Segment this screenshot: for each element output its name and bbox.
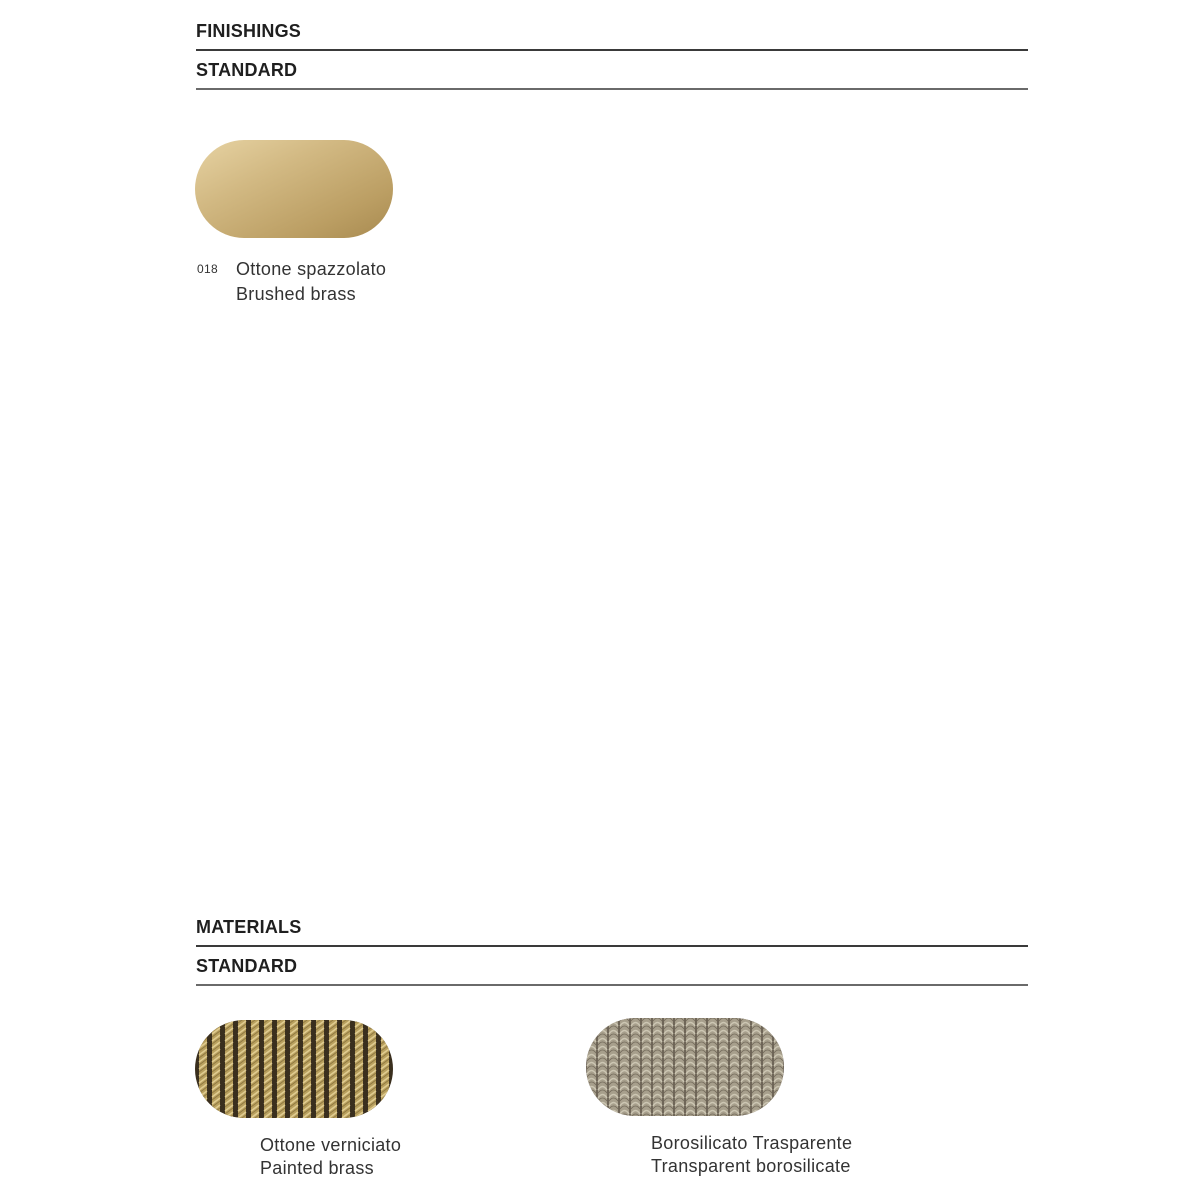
materials-subtitle-rule: [196, 984, 1028, 986]
finishings-subtitle-rule: [196, 88, 1028, 90]
material-2-name-en: Transparent borosilicate: [651, 1156, 851, 1176]
materials-title: MATERIALS: [196, 917, 302, 937]
material-1-name-en: Painted brass: [260, 1158, 374, 1178]
finish-code: 018: [197, 262, 218, 276]
material-2-name-it: Borosilicato Trasparente: [651, 1133, 853, 1153]
borosilicate-swatch: [586, 1018, 784, 1116]
finishings-section: [196, 20, 1028, 90]
painted-brass-swatch: [195, 1020, 393, 1118]
finishings-title: FINISHINGS: [196, 21, 302, 41]
material-1-name-it: Ottone verniciato: [260, 1135, 402, 1155]
materials-title-rule: [196, 945, 1028, 947]
finish-name-it: Ottone spazzolato: [236, 259, 387, 279]
brushed-brass-swatch: [195, 140, 393, 238]
materials-subtitle: STANDARD: [196, 956, 298, 976]
finish-name-en: Brushed brass: [236, 284, 356, 304]
finishings-subtitle: STANDARD: [196, 60, 298, 80]
finishings-title-rule: [196, 49, 1028, 51]
materials-section: [196, 916, 1028, 986]
